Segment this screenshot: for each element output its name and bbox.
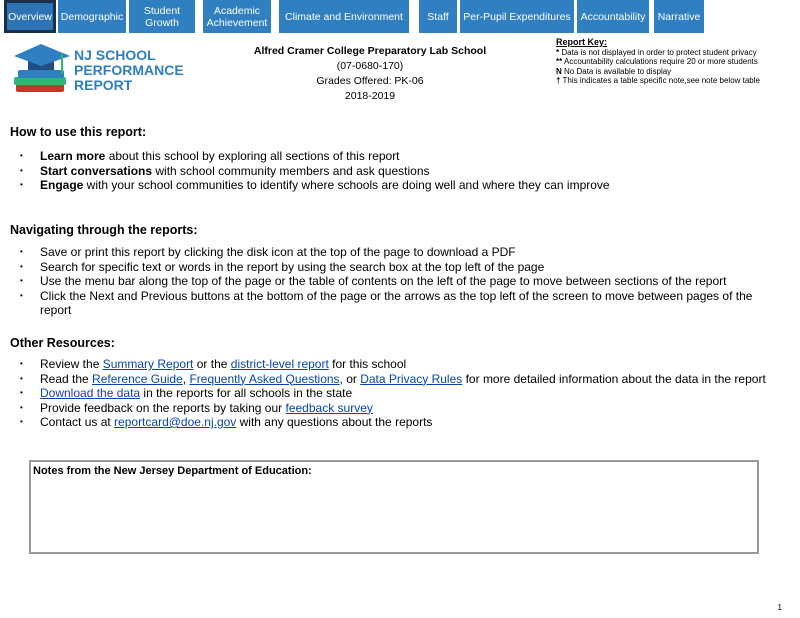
- howto-heading: How to use this report:: [10, 125, 147, 139]
- faq-link[interactable]: Frequently Asked Questions: [189, 371, 340, 386]
- tab-student-growth[interactable]: Student Growth: [129, 0, 195, 33]
- report-key-title: Report Key:: [556, 37, 608, 47]
- download-data-link[interactable]: Download the data: [40, 386, 141, 400]
- tab-demographic[interactable]: Demographic: [58, 0, 126, 33]
- page-number: 1: [777, 603, 782, 612]
- logo-text-line1: NJ SCHOOL: [74, 47, 156, 63]
- list-item: • Read the Reference Guide, Frequently Asked Questions, or Data Privacy Rules for more detailed information about the data in the report: [18, 372, 778, 387]
- key-item: N No Data is available to display: [556, 66, 672, 76]
- reference-guide-link[interactable]: Reference Guide: [92, 371, 183, 386]
- list-item: • Use the menu bar along the top of the page or the table of contents on the left of the page to move between sections of the report: [18, 274, 778, 289]
- notes-box: [29, 460, 759, 554]
- list-item: • Search for specific text or words in the report by using the search box at the top left of the page: [18, 260, 778, 275]
- notes-title: Notes from the New Jersey Department of Education:: [33, 465, 312, 477]
- feedback-survey-link[interactable]: feedback survey: [285, 400, 373, 415]
- nj-school-performance-report-logo: [12, 40, 187, 102]
- navigating-list: [18, 245, 778, 318]
- school-info: [230, 44, 510, 104]
- data-privacy-link[interactable]: Data Privacy Rules: [360, 371, 463, 386]
- resources-heading: Other Resources:: [10, 336, 115, 350]
- tab-staff[interactable]: Staff: [419, 0, 457, 33]
- list-item: • Provide feedback on the reports by taking our feedback survey: [18, 401, 778, 416]
- list-item: • Download the data in the reports for all schools in the state: [18, 386, 778, 401]
- list-item: • Start conversations with school community members and ask questions: [18, 164, 778, 179]
- tab-academic-achievement[interactable]: Academic Achievement: [203, 0, 271, 33]
- list-item: • Review the Summary Report or the district-level report for this school: [18, 357, 778, 372]
- district-report-link[interactable]: district-level report: [230, 357, 329, 371]
- school-year: 2018-2019: [344, 90, 396, 102]
- list-item: • Click the Next and Previous buttons at the bottom of the page or the arrows as the top left of the screen to move between pages of the report: [18, 289, 778, 318]
- logo-text-line2: PERFORMANCE: [74, 62, 184, 78]
- key-item: ** Accountability calculations require 20 or more students: [556, 57, 758, 66]
- key-item: * Data is not displayed in order to protect student privacy: [556, 47, 757, 57]
- logo-text-line3: REPORT: [74, 77, 133, 93]
- grades-offered: Grades Offered: PK-06: [316, 75, 424, 87]
- navigating-heading: Navigating through the reports:: [10, 223, 198, 237]
- resources-list: [18, 357, 778, 430]
- list-item: • Learn more about this school by exploring all sections of this report: [18, 149, 778, 164]
- list-item: • Engage with your school communities to identify where schools are doing well and where they can improve: [18, 178, 778, 193]
- key-item: † This indicates a table specific note,see note below table: [556, 76, 760, 85]
- report-key: [556, 38, 760, 86]
- list-item: • Save or print this report by clicking the disk icon at the top of the page to download a PDF: [18, 245, 778, 260]
- tab-overview[interactable]: Overview: [4, 0, 56, 33]
- contact-email-link[interactable]: reportcard@doe.nj.gov: [114, 415, 237, 429]
- tab-accountability[interactable]: Accountability: [577, 0, 649, 33]
- summary-report-link[interactable]: Summary Report: [102, 357, 194, 371]
- howto-list: [18, 149, 778, 193]
- tab-per-pupil-expenditures[interactable]: Per-Pupil Expenditures: [460, 0, 574, 33]
- tab-narrative[interactable]: Narrative: [654, 0, 704, 33]
- tab-climate-environment[interactable]: Climate and Environment: [279, 0, 409, 33]
- school-code: (07-0680-170): [336, 60, 404, 72]
- school-name: Alfred Cramer College Preparatory Lab School: [253, 45, 487, 57]
- list-item: • Contact us at reportcard@doe.nj.gov with any questions about the reports: [18, 415, 778, 430]
